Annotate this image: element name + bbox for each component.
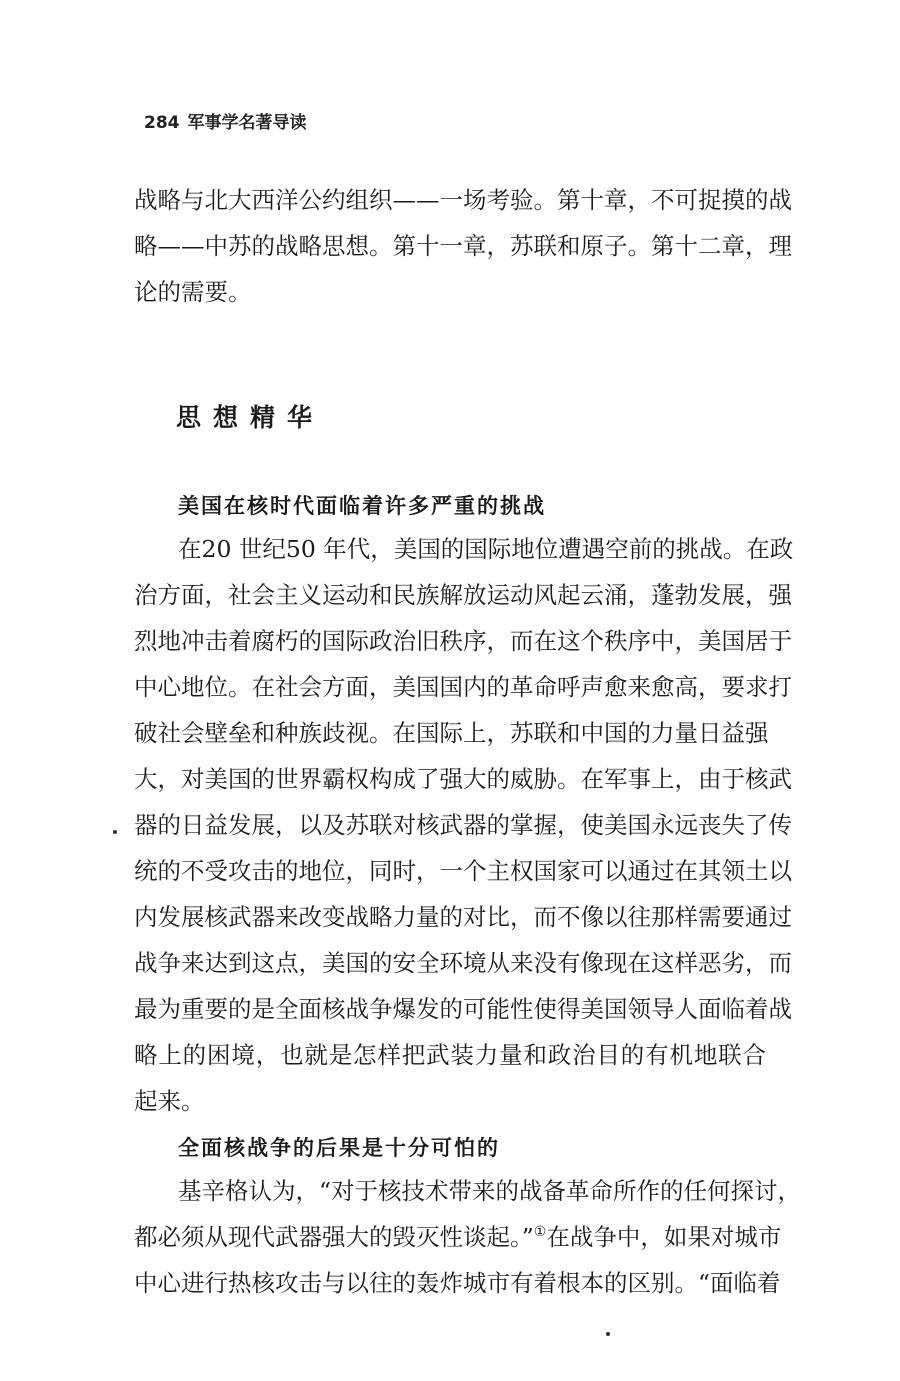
book-title: 军事学名著导读 [187,113,307,133]
subheading: 全面核战争的后果是十分可怕的 [178,1135,500,1160]
paragraph-line: 器的日益发展，以及苏联对核武器的掌握，使美国永远丧失了传 [134,811,792,839]
print-speck [113,830,117,834]
subheading: 美国在核时代面临着许多严重的挑战 [178,493,546,518]
paragraph-line: 破社会壁垒和种族歧视。在国际上，苏联和中国的力量日益强 [134,719,769,747]
paragraph-line: 烈地冲击着腐朽的国际政治旧秩序，而在这个秩序中，美国居于 [134,627,792,655]
paragraph-line [134,1222,782,1252]
paragraph-line: 基辛格认为，“对于核技术带来的战备革命所作的任何探讨， [178,1177,802,1205]
paragraph-text: 在战争中，如果对城市 [546,1223,782,1251]
section-title: 思想精华 [176,403,325,432]
footnote-marker: ① [533,1224,547,1240]
intro-line: 战略与北大西洋公约组织——一场考验。第十章，不可捉摸的战 [134,186,792,214]
paragraph-line: 内发展核武器来改变战略力量的对比，而不像以往那样需要通过 [134,903,792,931]
intro-line: 略——中苏的战略思想。第十一章，苏联和原子。第十二章，理 [134,232,792,260]
paragraph-line: 在20 世纪50 年代，美国的国际地位遭遇空前的挑战。在政 [178,535,794,563]
paragraph-line: 最为重要的是全面核战争爆发的可能性使得美国领导人面临着战 [134,995,792,1023]
paragraph-line: 治方面，社会主义运动和民族解放运动风起云涌，蓬勃发展，强 [134,581,792,609]
print-speck [606,1332,610,1336]
page-number: 284 [144,113,180,133]
paragraph-line: 战争来达到这点，美国的安全环境从来没有像现在这样恶劣，而 [134,949,792,977]
paragraph-line: 略上的困境，也就是怎样把武装力量和政治目的有机地联合 [134,1041,766,1069]
paragraph-line: 大，对美国的世界霸权构成了强大的威胁。在军事上，由于核武 [134,765,792,793]
paragraph-line: 中心地位。在社会方面，美国国内的革命呼声愈来愈高，要求打 [134,673,792,701]
running-head [144,108,307,133]
paragraph-text: 都必须从现代武器强大的毁灭性谈起。” [134,1223,534,1251]
paragraph-line: 起来。 [134,1087,205,1115]
intro-line: 论的需要。 [134,278,252,306]
paragraph-line: 统的不受攻击的地位，同时，一个主权国家可以通过在其领土以 [134,857,792,885]
paragraph-line: 中心进行热核攻击与以往的轰炸城市有着根本的区别。“面临着 [134,1269,781,1297]
